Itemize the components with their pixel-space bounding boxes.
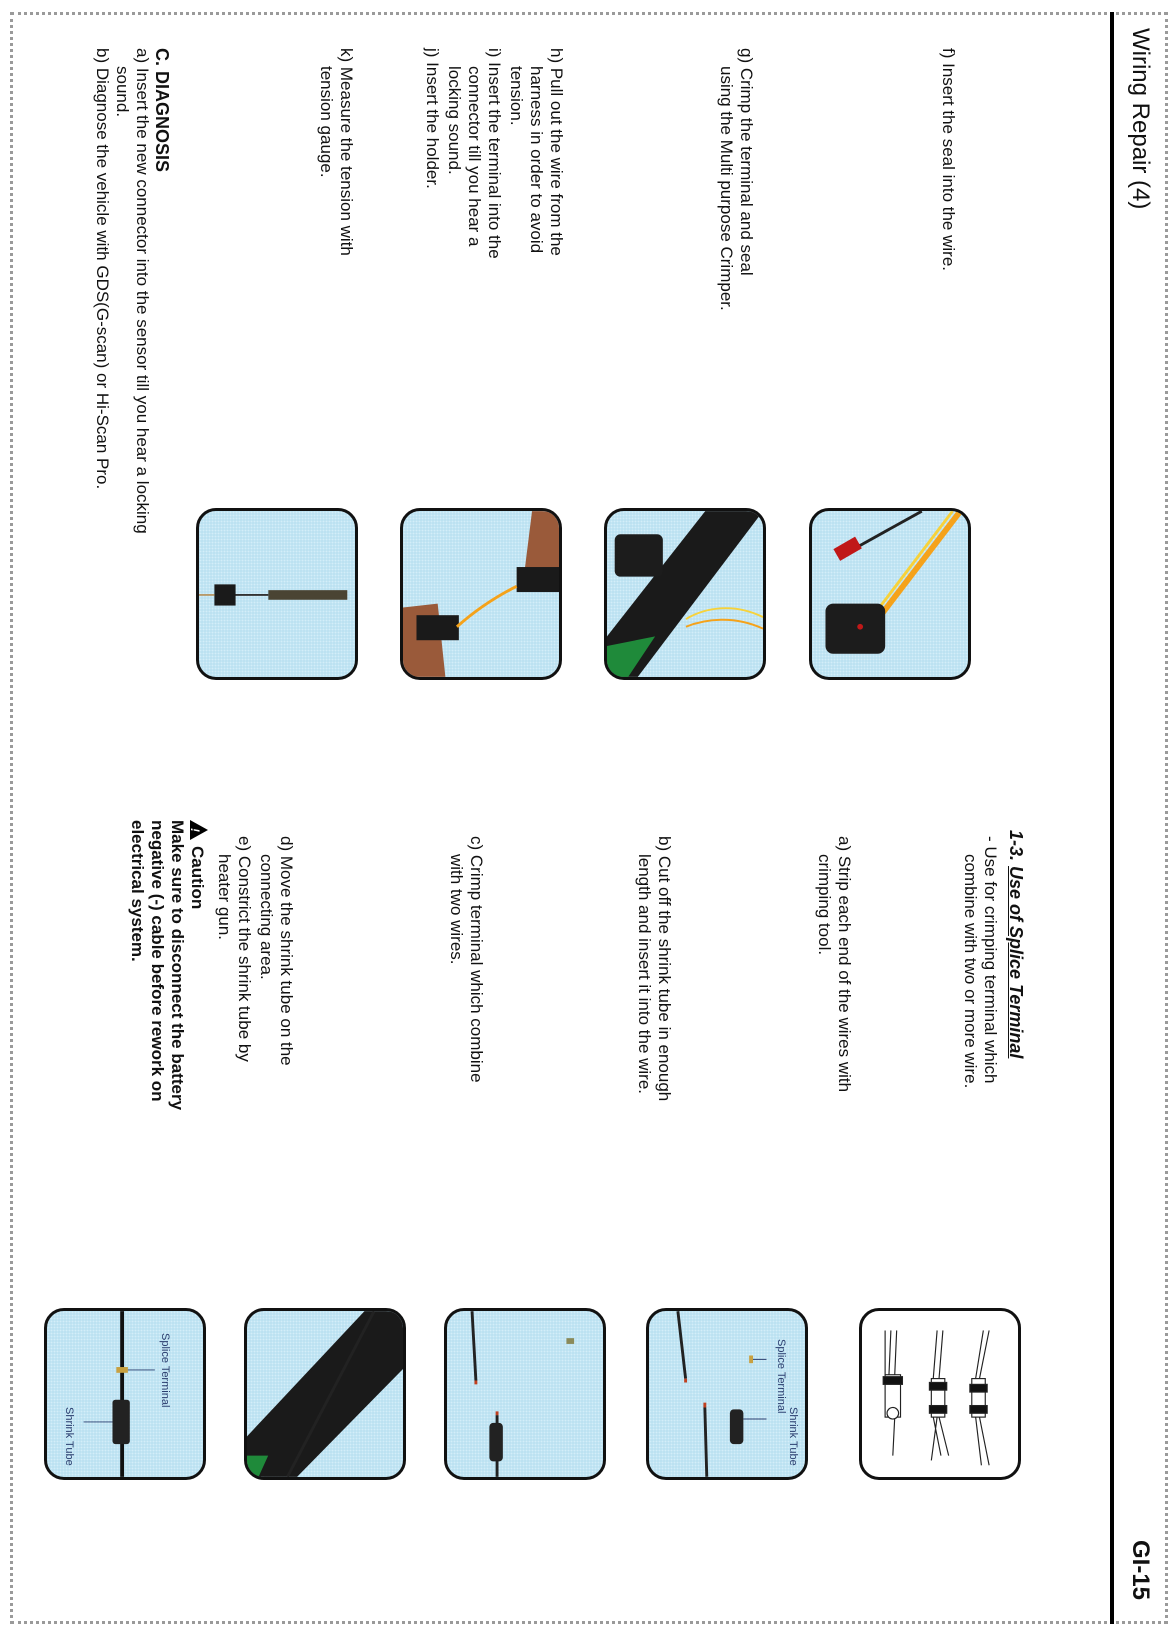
step-text: tension. [507,66,526,126]
section-title [1005,830,1026,1058]
heat-shrink-photo [44,1308,206,1480]
caution-heading [187,820,208,1110]
step-e [214,836,254,1062]
step-text: c) Crimp terminal which combine [467,836,486,1083]
seal-insert-photo [809,508,971,680]
diagnosis-item: sound. [113,66,132,118]
crimper-image [607,511,763,677]
tension-gauge-image [199,511,355,677]
crimp-splice-photo [244,1308,406,1480]
step-text: length and insert it into the wire. [635,854,654,1095]
shrink-tube-insert-photo [444,1308,606,1480]
warning-icon [190,820,208,840]
step-text: b) Cut off the shrink tube in enough [655,836,674,1102]
step-a [814,836,854,1092]
caution-box [127,820,208,1110]
step-text: locking sound. [445,66,464,175]
step-text: f) Insert the seal into the wire. [939,48,958,271]
step-text: j) Insert the holder. [423,48,442,189]
step-d [256,836,296,1066]
step-h [506,48,566,256]
caution-text: electrical system. [128,820,147,962]
splice-diagram [859,1308,1021,1480]
step-text: k) Measure the tension with [337,48,356,256]
step-i [444,48,504,259]
page-title: Wiring Repair (4) [1127,28,1154,210]
step-text: connector till you hear a [465,66,484,247]
step-b [634,836,674,1101]
diagnosis-item: a) Insert the new connector into the sensor till you hear a locking [133,48,152,534]
section-name: Use of Splice Terminal [1006,866,1026,1059]
step-text: using the Multi purpose Crimper. [717,66,736,311]
page-number: GI-15 [1127,1540,1154,1601]
caution-label: Caution [188,846,207,910]
pull-wire-photo [400,508,562,680]
caution-text: negative (-) cable before rework on [148,820,167,1102]
step-text: crimping tool. [815,854,834,956]
intro-text: - Use for crimping terminal which [981,836,1000,1084]
diagnosis-section [92,48,172,534]
shrink-tube-label: Shrink Tube [63,1407,75,1466]
step-text: e) Constrict the shrink tube by [235,836,254,1062]
caution-text: Make sure to disconnect the battery [168,820,187,1111]
step-text: heater gun. [215,854,234,941]
crimper-photo [604,508,766,680]
splice-terminal-label: Splice Terminal [159,1333,171,1408]
step-text: with two wires. [447,854,466,965]
step-k [316,48,356,256]
shrink-tube-wire-image [447,1311,603,1477]
diagnosis-item: b) Diagnose the vehicle with GDS(G-scan) or Hi-Scan Pro. [93,48,112,490]
hands-wire-image [403,511,559,677]
shrink-tube-label: Shrink Tube [787,1407,799,1466]
header-divider [1110,12,1114,1624]
connector-seal-image [812,511,968,677]
section-number: 1-3. [1006,830,1026,867]
step-text: d) Move the shrink tube on the [277,836,296,1066]
step-text: i) Insert the terminal into the [485,48,504,259]
tension-gauge-photo [196,508,358,680]
strip-wire-photo [646,1308,808,1480]
step-g [716,48,756,311]
step-text: harness in order to avoid [527,66,546,254]
step-text: tension gauge. [317,66,336,178]
step-text: h) Pull out the wire from the [547,48,566,256]
step-text: g) Crimp the terminal and seal [737,48,756,276]
splice-sketch-image [862,1311,1018,1477]
intro-text: combine with two or more wire. [961,854,980,1089]
splice-terminal-label: Splice Terminal [775,1339,787,1414]
step-c [446,836,486,1083]
splice-intro [960,836,1000,1088]
step-f [938,48,958,271]
step-text: a) Strip each end of the wires with [835,836,854,1093]
diagnosis-heading: C. DIAGNOSIS [152,48,172,173]
crimper-splice-image [247,1311,403,1477]
step-text: connecting area. [257,854,276,980]
step-j [422,48,442,189]
